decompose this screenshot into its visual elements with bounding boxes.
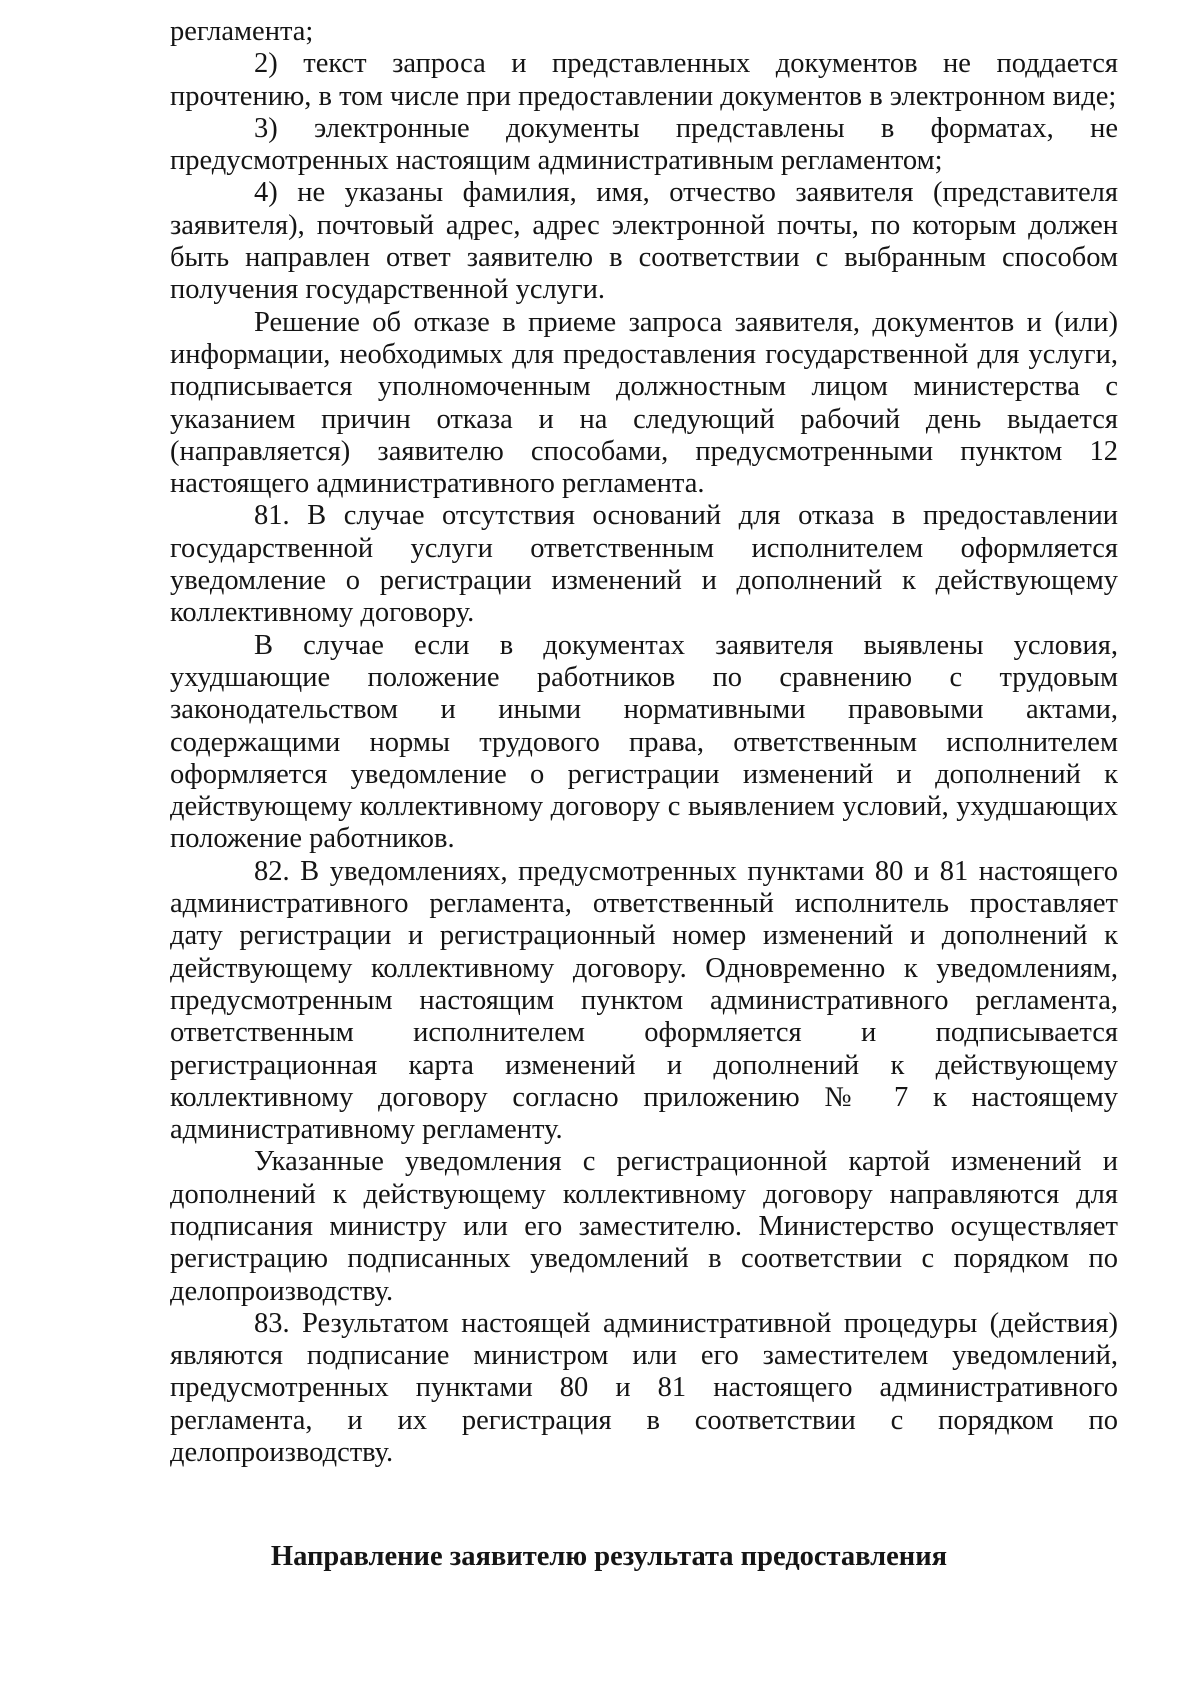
paragraph-82-notifications: Указанные уведомления с регистрационной картой изменений и дополнений к действующему коллективному договору направляются для подписания министру или его заместителю. Министерство осуществляет регистрацию подписанных уведомлений в соответствии с порядком по делопроизводству. — [170, 1146, 1118, 1307]
paragraph-item-3: 3) электронные документы представлены в форматах, не предусмотренных настоящим административным регламентом; — [170, 112, 1118, 177]
document-body — [170, 16, 1118, 1469]
paragraph-81: 81. В случае отсутствия оснований для отказа в предоставлении государственной услуги ответственным исполнителем оформляется уведомление о регистрации изменений и дополнений к действующему коллективному договору. — [170, 500, 1118, 629]
paragraph-81-conditions: В случае если в документах заявителя выявлены условия, ухудшающие положение работников по сравнению с трудовым законодательством и иными нормативными правовыми актами, содержащими нормы трудового права, ответственным исполнителем оформляется уведомление о регистрации изменений и дополнений к действующему коллективному договору с выявлением условий, ухудшающих положение работников. — [170, 629, 1118, 855]
paragraph-83: 83. Результатом настоящей административной процедуры (действия) являются подписание министром или его заместителем уведомлений, предусмотренных пунктами 80 и 81 настоящего административного регламента, и их регистрация в соответствии с порядком по делопроизводству. — [170, 1307, 1118, 1469]
section-heading: Направление заявителю результата предоставления — [270, 1541, 948, 1572]
paragraph-item-2: 2) текст запроса и представленных документов не поддается прочтению, в том числе при предоставлении документов в электронном виде; — [170, 48, 1118, 112]
paragraph-continuation: регламента; — [170, 16, 314, 47]
paragraph-item-4: 4) не указаны фамилия, имя, отчество заявителя (представителя заявителя), почтовый адрес, адрес электронной почты, по которым должен быть направлен ответ заявителю в соответствии с выбранным способом получения государственной услуги. — [170, 177, 1118, 306]
paragraph-82: 82. В уведомлениях, предусмотренных пунктами 80 и 81 настоящего административного регламента, ответственный исполнитель проставляет дату регистрации и регистрационный номер изменений и дополнений к действующему коллективному договору. Одновременно к уведомлениям, предусмотренным настоящим пунктом административного регламента, ответственным исполнителем оформляется и подписывается регистрационная карта изменений и дополнений к действующему коллективному договору согласно приложению № 7 к настоящему административному регламенту. — [170, 855, 1118, 1146]
paragraph-refusal-decision: Решение об отказе в приеме запроса заявителя, документов и (или) информации, необходимых для предоставления государственной для услуги, подписывается уполномоченным должностным лицом министерства с указанием причин отказа и на следующий рабочий день выдается (направляется) заявителю способами, предусмотренными пунктом 12 настоящего административного регламента. — [170, 306, 1118, 500]
